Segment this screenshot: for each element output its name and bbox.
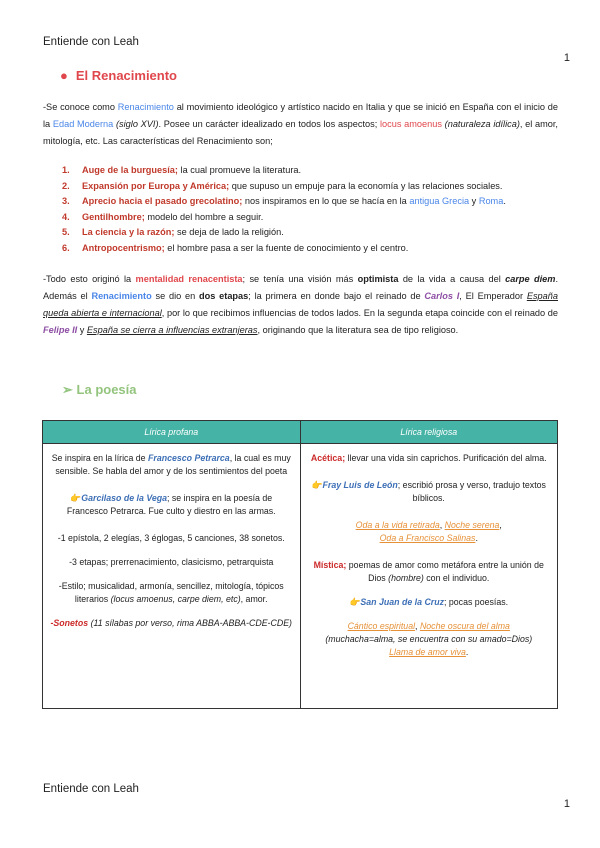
page-header: Entiende con Leah (43, 36, 139, 48)
list-item: 3. Aprecio hacia el pasado grecolatino; nos inspiramos en lo que se hacía en la antigua Grecia y Roma. (62, 196, 506, 207)
list-item: 2. Expansión por Europa y América; que supuso un empuje para la economía y las relaciones sociales. (62, 180, 503, 191)
bullet-dot-icon: ● (60, 68, 68, 83)
page-number-bottom: 1 (563, 798, 570, 810)
pointing-hand-icon: 👉 (311, 480, 323, 490)
arrow-icon: ➢ (62, 382, 73, 397)
intro-paragraph: -Se conoce como Renacimiento al movimiento ideológico y artístico nacido en Italia y que se inició en España con el inicio de la Edad Moderna (siglo XVI). Posee un carácter idealizado en todos los aspectos; locus amoenus (naturaleza idílica), el amor, mitología, etc. Las características del Renacimiento son; (43, 102, 558, 146)
page-number-top: 1 (563, 52, 570, 64)
renaissance-paragraph: -Todo esto originó la mentalidad renacentista; se tenía una visión más optimista de la vida a causa del carpe diem. Además el Renacimiento se dio en dos etapas; la primera en donde bajo el reinado de Carlos I, El Emperador España queda abierta e internacional, por lo que recibimos influencias de todos lados. En la segunda etapa coincide con el reinado de Felipe II y España se cierra a influencias extranjeras, originando que la literatura sea de tipo religioso. (43, 274, 559, 335)
list-item: 6. Antropocentrismo; el hombre pasa a ser la fuente de conocimiento y el centro. (62, 242, 409, 253)
list-item: 5. La ciencia y la razón; se deja de lado la religión. (62, 227, 284, 238)
column-header-religiosa: Lírica religiosa (300, 421, 558, 444)
page-footer: Entiende con Leah (43, 783, 139, 795)
section-title-renacimiento: ● El Renacimiento (60, 68, 177, 83)
section-title-poesia: ➢ La poesía (62, 382, 137, 397)
profana-cell: Se inspira en la lírica de Francesco Petrarca, la cual es muy sensible. Se habla del amor y de los sentimientos del poeta 👉Garcilaso de la Vega; se inspira en la poesía de Francesco Petrarca. Fue culto y diestro en las armas. -1 epístola, 2 elegías, 3 églogas, 5 canciones, 38 sonetos. -3 etapas; prerrenacimiento, clasicismo, petrarquista -Estilo; musicalidad, armonía, sencillez, mitología, tópicos literarios (locus amoenus, carpe diem, etc), amor. -Sonetos (11 sílabas por verso, rima ABBA-ABBA-CDE-CDE) (43, 444, 301, 709)
list-item: 4. Gentilhombre; modelo del hombre a seguir. (62, 211, 264, 222)
characteristics-list (62, 163, 562, 257)
poetry-table (42, 420, 558, 709)
pointing-hand-icon: 👉 (70, 493, 82, 503)
pointing-hand-icon: 👉 (349, 597, 361, 607)
religiosa-cell: Acética; llevar una vida sin caprichos. Purificación del alma. 👉Fray Luis de León; escribió prosa y verso, tradujo textos bíblicos. Oda a la vida retirada, Noche serena, Oda a Francisco Salinas. Mística; poemas de amor como metáfora entre la unión de Dios (hombre) con el individuo. 👉San Juan de la Cruz; pocas poesías. Cántico espiritual, Noche oscura del alma (muchacha=alma, se encuentra con su amado=Dios) Llama de amor viva. (300, 444, 558, 709)
column-header-profana: Lírica profana (43, 421, 301, 444)
list-item: 1. Auge de la burguesía; la cual promueve la literatura. (62, 165, 302, 175)
